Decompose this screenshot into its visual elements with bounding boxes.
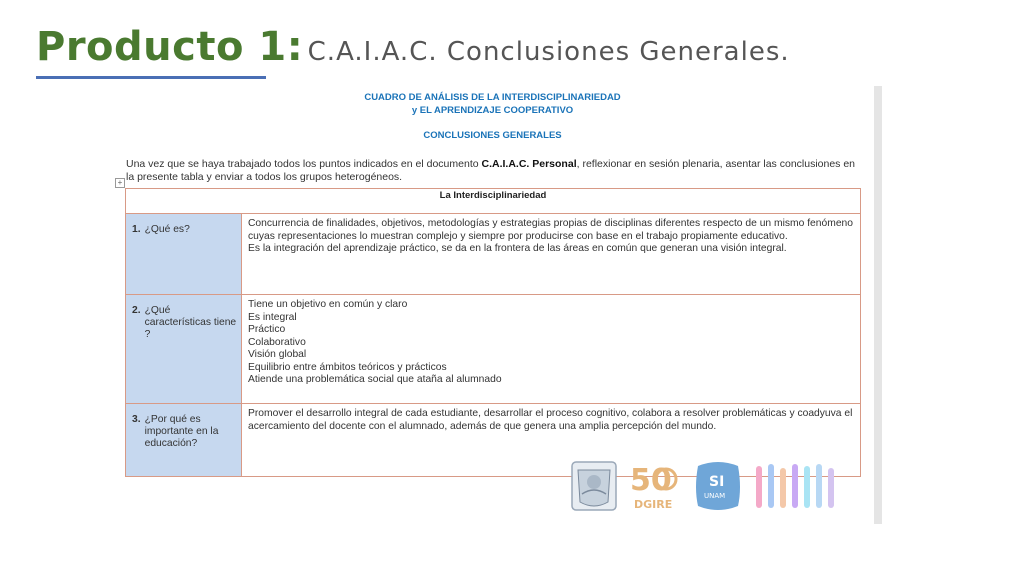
slide-title	[36, 24, 790, 70]
question-text: ¿Qué características tiene ?	[144, 305, 237, 340]
question-cell	[126, 214, 242, 295]
question-number: 1.	[132, 224, 141, 235]
si-badge-text: SI	[709, 474, 725, 490]
intro-text-pre: Una vez que se haya trabajado todos los puntos indicados en el documento	[126, 158, 482, 170]
dgire-50-logo	[626, 458, 684, 514]
answer-line: Visión global	[248, 349, 307, 360]
heading-line-1: CUADRO DE ANÁLISIS DE LA INTERDISCIPLINARIEDAD	[364, 92, 621, 103]
dgire-text: DGIRE	[634, 498, 673, 511]
move-handle-icon[interactable]: +	[115, 178, 125, 188]
question-number: 3.	[132, 414, 141, 425]
intro-text-bold: C.A.I.A.C. Personal	[481, 158, 577, 170]
question-number: 2.	[132, 305, 141, 316]
answer-cell	[242, 214, 861, 295]
document-heading	[120, 92, 865, 142]
heading-line-2: y EL APRENDIZAJE COOPERATIVO	[411, 105, 574, 116]
slide-title-period: .	[780, 37, 790, 67]
answer-line: Tiene un objetivo en común y claro	[248, 299, 408, 310]
dgire-50-text: 50	[630, 463, 672, 498]
unam-badge-text: UNAM	[704, 492, 726, 500]
question-cell	[126, 295, 242, 404]
answer-line: Es integral	[248, 311, 297, 323]
intro-paragraph	[126, 158, 856, 184]
table-row	[126, 295, 861, 404]
title-underline	[36, 76, 266, 79]
answer-line: Concurrencia de finalidades, objetivos, metodologías y estrategias propias de disciplinas diferentes respecto de un mismo fenómeno cuyas representaciones lo muestran complejo y siempre por producirse con base en el trabajo propiamente educativo.	[248, 218, 853, 242]
colored-stripes-logo	[752, 458, 848, 514]
table-row	[126, 214, 861, 295]
slide-title-main: Producto 1:	[36, 24, 304, 70]
answer-cell	[242, 295, 861, 404]
answer-line: Atiende una problemática social que ataña al alumnado	[248, 374, 502, 385]
intro-text-post: , reflexionar en sesión plenaria, asentar las conclusiones en la presente tabla y enviar a todos los grupos heterogéneos.	[126, 158, 856, 183]
interdisciplinarity-table	[125, 188, 861, 477]
answer-line: Es la integración del aprendizaje práctico, se da en la frontera de las áreas en común que generan una visión integral.	[248, 243, 787, 254]
logo-strip	[568, 458, 858, 514]
answer-line: Colaborativo	[248, 336, 306, 348]
answer-line: Equilibrio entre ámbitos teóricos y prácticos	[248, 361, 447, 373]
question-cell	[126, 404, 242, 477]
table-header: La Interdisciplinariedad	[126, 189, 861, 214]
heading-line-3: CONCLUSIONES GENERALES	[423, 130, 562, 141]
unam-seal-logo	[568, 458, 620, 514]
question-text: ¿Qué es?	[144, 224, 190, 235]
question-text: ¿Por qué es importante en la educación?	[144, 414, 219, 449]
slide-title-sub: C.A.I.A.C. Conclusiones Generales	[307, 37, 781, 67]
document-page-edge	[874, 86, 882, 524]
answer-line: Promover el desarrollo integral de cada estudiante, desarrollar el proceso cognitivo, colabora a resolver problemáticas y coadyuva el acercamiento del docente con el alumnado, además de que genera una amplia percepción del mundo.	[248, 408, 853, 432]
si-unam-badge-logo	[692, 458, 744, 514]
answer-line: Práctico	[248, 324, 286, 335]
